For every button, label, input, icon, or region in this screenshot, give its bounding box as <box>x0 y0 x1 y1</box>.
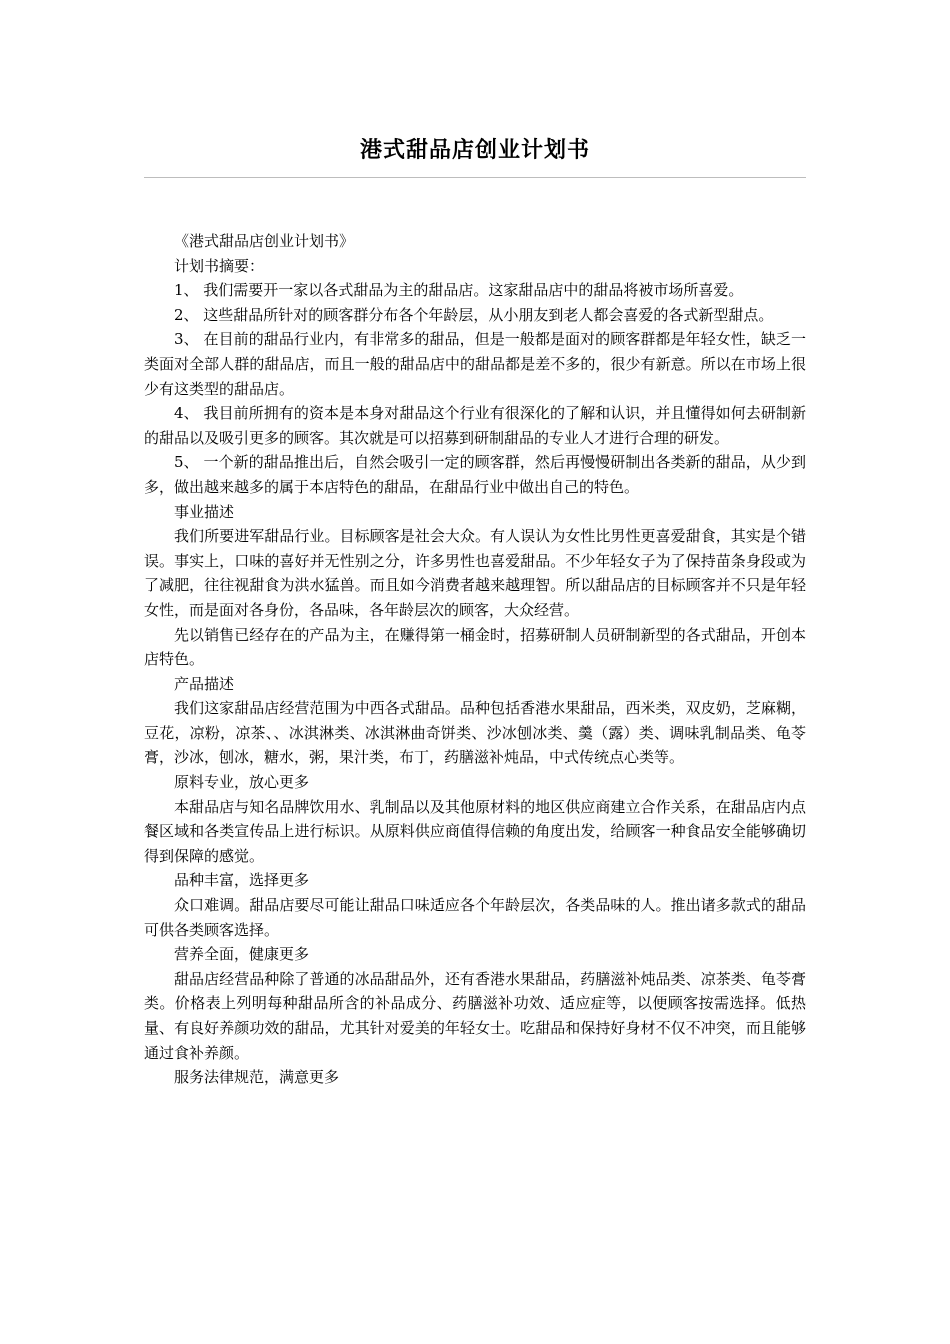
heading-product-description: 产品描述 <box>174 674 235 693</box>
paragraph-ingredients: 本甜品店与知名品牌饮用水、乳制品以及其他原材料的地区供应商建立合作关系，在甜品店内点餐区域和各类宣传品上进行标识。从原料供应商值得信赖的角度出发，给顾客一种食品安全能够确切得到保障的感觉。 <box>144 797 806 865</box>
paragraph-target-customers: 我们所要进军甜品行业。目标顾客是社会大众。有人误认为女性比男性更喜爱甜食，其实是个错误。事实上，口味的喜好并无性别之分，许多男性也喜爱甜品。不少年轻女子为了保持苗条身段或为了减肥，往往视甜食为洪水猛兽。而且如今消费者越来越理智。所以甜品店的目标顾客并不只是年轻女性，而是面对各身份，各品味，各年龄层次的顾客，大众经营。 <box>144 527 806 619</box>
paragraph-nutrition: 甜品店经营品种除了普通的冰品甜品外，还有香港水果甜品，药膳滋补炖品类、凉茶类、龟苓膏类。价格表上列明每种甜品所含的补品成分、药膳滋补功效、适应症等，以便顾客按需选择。低热量、有良好养颜功效的甜品，尤其针对爱美的年轻女士。吃甜品和保持好身材不仅不冲突，而且能够通过食补养颜。 <box>144 969 806 1062</box>
paragraph-product-range: 我们这家甜品店经营范围为中西各式甜品。品种包括香港水果甜品，西米类，双皮奶，芝麻糊，豆花，凉粉，凉茶、、冰淇淋类、冰淇淋曲奇饼类、沙冰刨冰类、羹（露）类、调味乳制品类、龟苓膏，沙冰，刨冰，糖水，粥，果汁类，布丁，药膳滋补炖品，中式传统点心类等。 <box>144 699 806 767</box>
heading-variety: 品种丰富，选择更多 <box>174 871 310 890</box>
summary-item-4: 4、 我目前所拥有的资本是本身对甜品这个行业有很深化的了解和认识，并且懂得如何去研制新的甜品以及吸引更多的顾客。其次就是可以招募到研制甜品的专业人才进行合理的研发。 <box>144 404 806 447</box>
document-title: 港式甜品店创业计划书 <box>359 138 590 163</box>
heading-nutrition: 营养全面，健康更多 <box>174 945 310 964</box>
heading-service: 服务法律规范，满意更多 <box>174 1068 340 1087</box>
summary-item-5: 5、 一个新的甜品推出后，自然会吸引一定的顾客群，然后再慢慢研制出各类新的甜品，从少到多，做出越来越多的属于本店特色的甜品，在甜品行业中做出自己的特色。 <box>144 453 806 496</box>
heading-ingredients: 原料专业，放心更多 <box>174 773 310 792</box>
heading-business-description: 事业描述 <box>174 502 235 521</box>
paragraph-book-title: 《港式甜品店创业计划书》 <box>174 232 355 250</box>
title-divider <box>144 177 806 178</box>
heading-summary: 计划书摘要： <box>174 256 265 275</box>
summary-item-2: 2、 这些甜品所针对的顾客群分布各个年龄层，从小朋友到老人都会喜爱的各式新型甜点。 <box>174 305 774 324</box>
paragraph-variety: 众口难调。甜品店要尽可能让甜品口味适应各个年龄层次，各类品味的人。推出诸多款式的甜品可供各类顾客选择。 <box>144 896 806 939</box>
paragraph-initial-strategy: 先以销售已经存在的产品为主，在赚得第一桶金时，招募研制人员研制新型的各式甜品，开创本店特色。 <box>144 625 806 669</box>
document-body <box>144 229 806 1090</box>
summary-item-1: 1、 我们需要开一家以各式甜品为主的甜品店。这家甜品店中的甜品将被市场所喜爱。 <box>174 281 744 300</box>
summary-item-3: 3、 在目前的甜品行业内，有非常多的甜品，但是一般都是面对的顾客群都是年轻女性，缺乏一类面对全部人群的甜品店，而且一般的甜品店中的甜品都是差不多的，很少有新意。所以在市场上很少有这类型的甜品店。 <box>144 330 806 398</box>
